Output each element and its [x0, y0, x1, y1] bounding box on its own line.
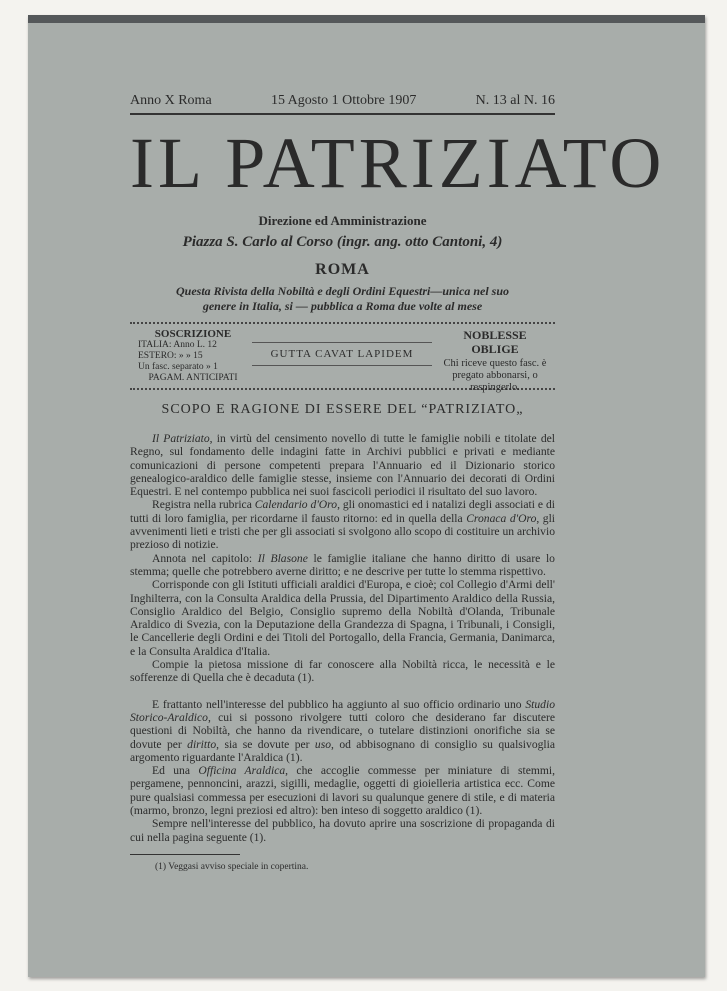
- subscription-line: Un fasc. separato » 1: [138, 362, 218, 372]
- subscription-line: ESTERO: » » 15: [138, 351, 203, 361]
- paragraph-text: , che accoglie commesse per miniature di stemmi, pergamene, pennoncini, arazzi, sigilli, medaglie, oggetti di gioielleria artistica ecc. Come pure qualsiasi commessa per esecuzioni di lavori su qualunque genere di stile, e di materia (marmo, bronzo, legni preziosi ed altro): ben inteso di soggetto araldico (1).: [130, 764, 555, 818]
- subscription-title: SOSCRIZIONE: [154, 328, 232, 340]
- subscription-line: ITALIA: Anno L. 12: [138, 340, 217, 350]
- article-paragraph: [130, 578, 555, 658]
- italic-phrase: Calendario d'Oro: [254, 498, 338, 512]
- subscription-info: [138, 328, 248, 384]
- footnote: (1) Veggasi avviso speciale in copertina.: [155, 861, 309, 872]
- article-paragraph: [130, 658, 555, 685]
- paragraph-text: le famiglie italiane che hanno diritto di usare lo stemma; quelle che potrebbero averne diritto; e ne descrive per tutte lo stemma rispettivo.: [130, 551, 555, 578]
- paragraph-text: Corrisponde con gli Istituti ufficiali araldici d'Europa, e cioè; col Collegio d'Armi dell' Inghilterra, con la Consulta Araldica della Prussia, del Dipartimento Araldico della Russia, Consiglio Araldico del Belgio, Consiglio supremo della Nobiltà d'Olanda, Tribunale Araldico di Svezia, con la Deputazione della Grandezza di Spagna, i Tribunali, i Consigli, le Cancellerie degli Ordini e dei Titoli del Portogallo, della Francia, Germania, Danimarca, e la Consulta Araldica d'Italia.: [130, 578, 555, 658]
- paragraph-text: , in virtù del censimento novello di tutte le famiglie nobili e titolate del Regno, sul fondamento delle indagini fatte in Archivi pubblici e privati e mediante comunicazioni di persone competenti prepara l'Annuario ed il Dizionario storico genealogico-araldico delle famiglie stesse, insieme con l'Annuario dei decorati di Ordini Equestri. E nel contempo pubblica nei suoi fascicoli periodici il risultato del suo lavoro.: [130, 432, 555, 499]
- paragraph-text: , gli onomastici ed i natalizi degli associati e di tutti di loro famiglia, per ricordarne il fausto ritorno: ed in quella della: [130, 498, 555, 525]
- noblesse-oblige: [439, 328, 551, 394]
- paragraph-text: , sia se dovute per: [216, 737, 315, 751]
- italic-phrase: Cronaca d'Oro: [466, 511, 537, 525]
- paragraph-text: Registra nella rubrica: [152, 498, 255, 512]
- paragraph-text: , cui si possono rivolgere tutti coloro che desiderano far discutere questioni di Nobiltà, che hanno da rivendicare, o tutelare distinzioni onorifiche sia se dovute per: [130, 710, 555, 751]
- article-flow: [130, 432, 555, 873]
- masthead-title: IL PATRIZIATO: [130, 123, 666, 203]
- article-paragraph: [130, 698, 555, 764]
- italic-phrase: Studio Storico-Araldico: [130, 697, 555, 724]
- article-title: SCOPO E RAGIONE DI ESSERE DEL “PATRIZIATO„: [161, 402, 524, 417]
- tagline-line: genere in Italia, si — pubblica a Roma due volte al mese: [202, 299, 483, 313]
- noblesse-title: NOBLESSE OBLIGE: [463, 328, 527, 356]
- cover-top-edge: [28, 15, 705, 23]
- article-body: [130, 432, 555, 844]
- italic-phrase: Il Patriziato: [152, 432, 210, 445]
- paragraph-text: Sempre nell'interesse del pubblico, ha dovuto aprire una soscrizione di propaganda di cui nella pagina seguente (1).: [130, 817, 555, 844]
- article-paragraph: [130, 552, 555, 579]
- italic-phrase: Officina Araldica: [198, 764, 286, 778]
- issue-header: [130, 93, 555, 109]
- paragraph-text: E frattanto nell'interesse del pubblico ha aggiunto al suo officio ordinario uno: [152, 697, 526, 711]
- article-paragraph: [130, 498, 555, 551]
- article-paragraph: [130, 817, 555, 844]
- header-rule: [130, 113, 555, 115]
- paragraph-text: Compie la pietosa missione di far conoscere alla Nobiltà ricca, le necessità e le sofferenze di Quella che è decaduta (1).: [130, 658, 555, 685]
- tagline-line: Questa Rivista della Nobiltà e degli Ordini Equestri—unica nel suo: [175, 284, 510, 298]
- info-box: [130, 322, 555, 393]
- paragraph-text: , od abbisognano di consiglio su qualsivoglia argomento riguardante l'Araldica (1).: [130, 737, 555, 764]
- address: Piazza S. Carlo al Corso (ingr. ang. otto Cantoni, 4): [182, 234, 503, 250]
- article-paragraph: [130, 764, 555, 817]
- issue-date: 15 Agosto 1 Ottobre 1907: [270, 93, 417, 108]
- city: ROMA: [315, 261, 370, 278]
- article-paragraph: [130, 432, 555, 498]
- issue-year: Anno X Roma: [130, 93, 212, 108]
- paragraph-text: Ed una: [152, 764, 199, 778]
- direzione: Direzione ed Amministrazione: [258, 213, 427, 228]
- motto: GUTTA CAVAT LAPIDEM: [252, 342, 432, 366]
- italic-phrase: Il Blasone: [257, 551, 308, 565]
- paragraph-text: Annota nel capitolo:: [152, 551, 258, 565]
- subscription-footer: PAGAM. ANTICIPATI: [148, 373, 238, 383]
- italic-phrase: uso: [314, 737, 332, 751]
- noblesse-text: Chi riceve questo fasc. è pregato abbonarsi, o respingerlo.: [443, 358, 547, 393]
- footnote-rule: [130, 854, 240, 855]
- issue-number: N. 13 al N. 16: [475, 93, 555, 108]
- tagline: [120, 284, 565, 314]
- italic-phrase: diritto: [187, 737, 217, 751]
- paragraph-text: , gli avvenimenti lieti e tristi che per gli associati si svolgono allo scopo di costituire un archivio prezioso di notizie.: [130, 511, 556, 552]
